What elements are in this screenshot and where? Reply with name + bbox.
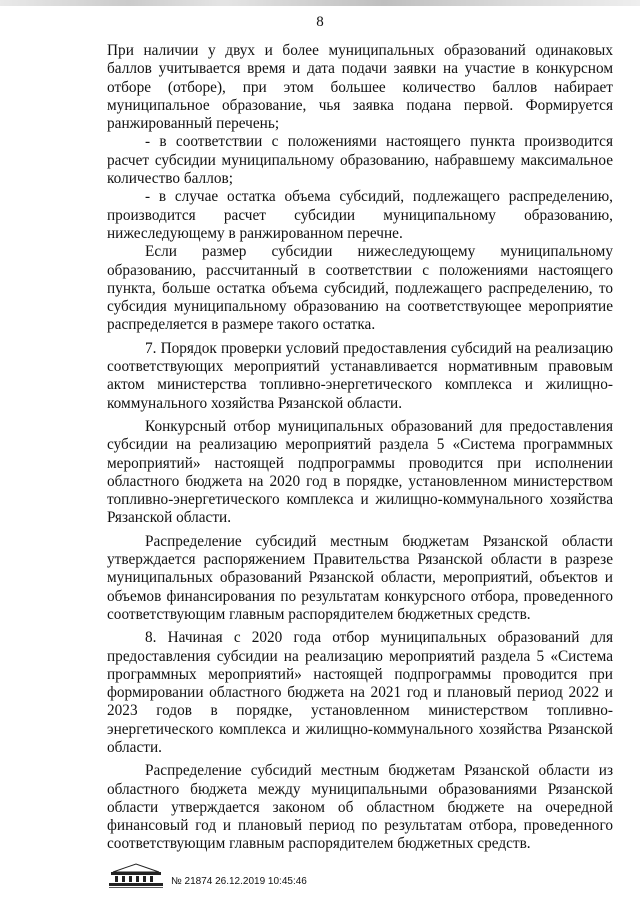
- registry-stamp-icon: [107, 862, 165, 888]
- paragraph-distribution-order: Распределение субсидий местным бюджетам Рязанской области утверждается распоряжением Правительства Рязанской области в разрезе муниципальных образований Рязанской области, мероприятий, объектов и объемов финансирования по результатам конкурсного отбора, проведенного соответствующим главным распорядителем бюджетных средств.: [107, 532, 613, 623]
- paragraph-distribution-law: Распределение субсидий местным бюджетам Рязанской области из областного бюджета между муниципальными образованиями Рязанской области утверждается законом об областном бюджете на очередной финансовый год и плановый период по результатам отбора, проведенного соответствующим главным распорядителем бюджетных средств.: [107, 762, 613, 853]
- paragraph-if-size: Если размер субсидии нижеследующему муниципальному образованию, рассчитанный в соответствии с положениями настоящего пункта, больше остатка объема субсидий, подлежащего распределению, то субсидия муниципальному образованию на соответствующее мероприятие распределяется в размере такого остатка.: [107, 243, 613, 334]
- paragraph-item-8: 8. Начиная с 2020 года отбор муниципальных образований для предоставления субсидии на реализацию мероприятий раздела 5 «Система программных мероприятий» настоящей подпрограммы проводится при формировании областного бюджета на 2021 год и плановый период 2022 и 2023 годов в порядке, установленном министерством топливно-энергетического комплекса и жилищно-коммунального хозяйства Рязанской области.: [107, 629, 613, 756]
- page-number: 8: [316, 14, 324, 30]
- paragraph-max-score: - в соответствии с положениями настоящего пункта производится расчет субсидии муниципальному образованию, набравшему максимальное количество баллов;: [107, 133, 613, 188]
- document-body: [107, 42, 613, 854]
- paragraph-ranking: При наличии у двух и более муниципальных образований одинаковых баллов учитывается время и дата подачи заявки на участие в конкурсном отборе (отборе), при этом большее количество баллов набирает муниципальное образование, чья заявка подана первой. Формируется ранжированный перечень;: [107, 42, 613, 133]
- footer: [107, 862, 407, 892]
- registration-number: № 21874 26.12.2019 10:45:46: [171, 876, 307, 887]
- paragraph-competitive-selection: Конкурсный отбор муниципальных образований для предоставления субсидии на реализацию мероприятий раздела 5 «Система программных мероприятий» настоящей подпрограммы проводится при исполнении областного бюджета на 2020 год в порядке, установленном министерством топливно-энергетического комплекса и жилищно-коммунального хозяйства Рязанской области.: [107, 417, 613, 527]
- paragraph-item-7: 7. Порядок проверки условий предоставления субсидий на реализацию соответствующих мероприятий устанавливается нормативным правовым актом министерства топливно-энергетического комплекса и жилищно-коммунального хозяйства Рязанской области.: [107, 339, 613, 412]
- scan-edge: [0, 0, 640, 6]
- paragraph-remainder: - в случае остатка объема субсидий, подлежащего распределению, производится расчет субсидии муниципальному образованию, нижеследующему в ранжированном перечне.: [107, 188, 613, 242]
